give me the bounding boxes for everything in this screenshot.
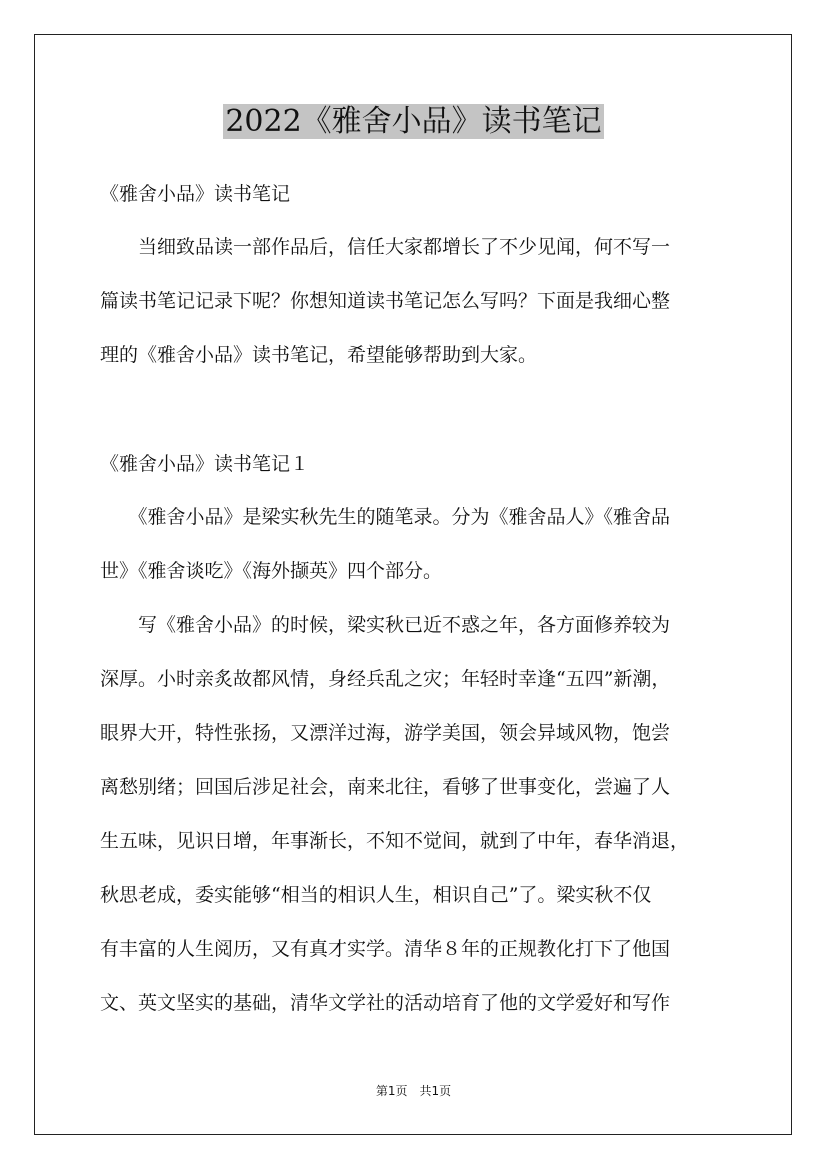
body-line-2: 世》《雅舍谈吃》《海外撷英》四个部分。 (100, 560, 443, 582)
section-heading: 《雅舍小品》读书笔记１ (100, 453, 310, 475)
subtitle: 《雅舍小品》读书笔记 (100, 183, 291, 205)
body-line-8: 秋思老成，委实能够“相当的相识人生，相识自己”了。梁实秋不仅 (100, 884, 652, 906)
document-title (0, 98, 827, 146)
page-footer: 第1页 共1页 (375, 1084, 452, 1098)
intro-line-2: 篇读书笔记记录下呢？你想知道读书笔记怎么写吗？下面是我细心整 (100, 290, 671, 312)
intro-line-1: 当细致品读一部作品后，信任大家都增长了不少见闻，何不写一 (100, 236, 671, 258)
intro-line-3: 理的《雅舍小品》读书笔记，希望能够帮助到大家。 (100, 344, 538, 366)
document-title-text: 2022《雅舍小品》读书笔记 (225, 104, 602, 139)
body-line-5: 眼界大开，特性张扬，又漂洋过海，游学美国，领会异域风物，饱尝 (100, 722, 671, 744)
body-line-9: 有丰富的人生阅历，又有真才实学。清华８年的正规教化打下了他国 (100, 938, 671, 960)
body-line-6: 离愁别绪；回国后涉足社会，南来北往，看够了世事变化，尝遍了人 (100, 776, 671, 798)
body-line-7: 生五味，见识日增，年事渐长，不知不觉间，就到了中年，春华消退， (100, 830, 690, 852)
body-line-1: 《雅舍小品》是梁实秋先生的随笔录。分为《雅舍品人》《雅舍品 (100, 506, 671, 528)
body-line-10: 文、英文坚实的基础，清华文学社的活动培育了他的文学爱好和写作 (100, 992, 671, 1014)
body-line-3: 写《雅舍小品》的时候，梁实秋已近不惑之年，各方面修养较为 (100, 614, 671, 636)
body-line-4: 深厚。小时亲炙故都风情，身经兵乱之灾；年轻时幸逢“五四”新潮， (100, 668, 671, 690)
